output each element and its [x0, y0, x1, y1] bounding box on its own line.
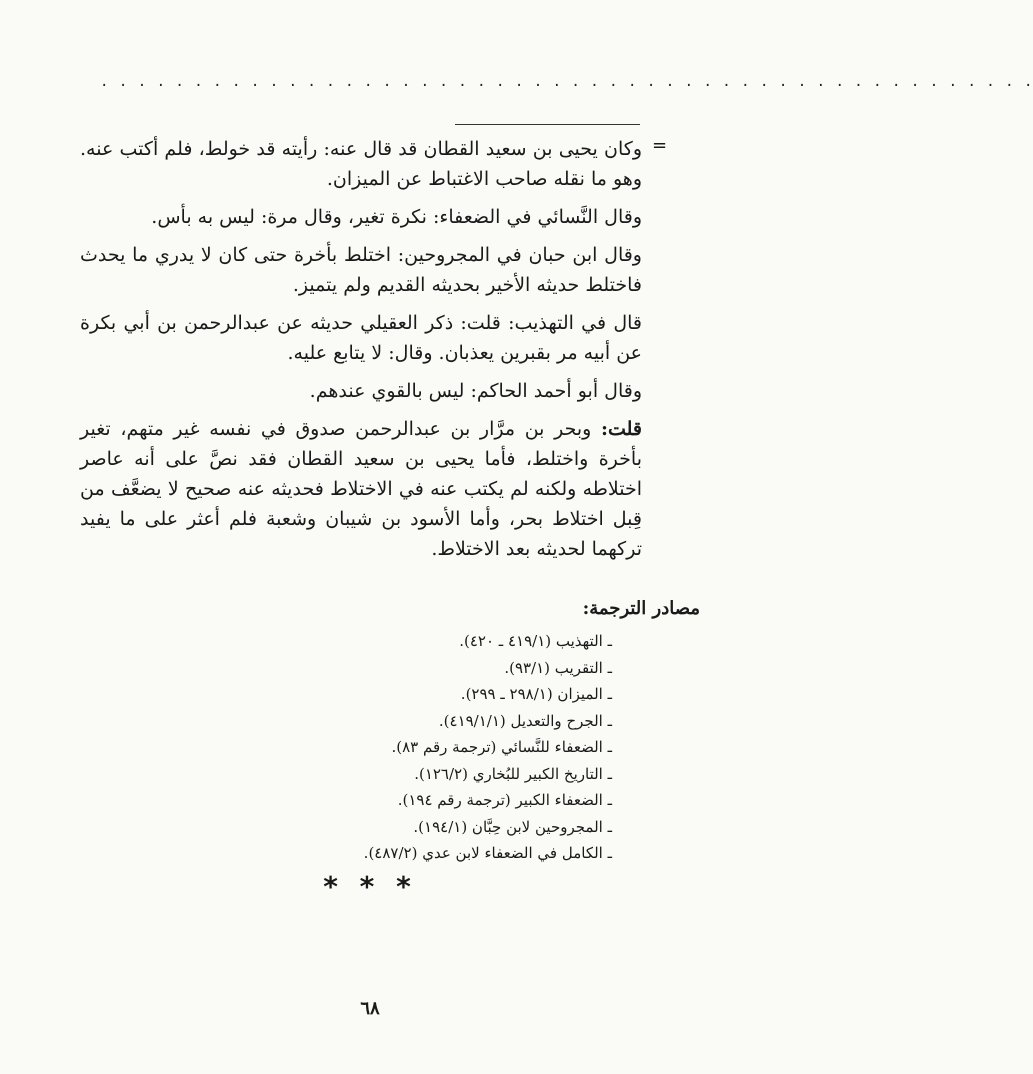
paragraph: [80, 376, 642, 406]
body-text: [80, 134, 642, 572]
paragraph: [80, 308, 642, 368]
section-end-asterisks: * * *: [323, 870, 417, 903]
source-item: ـ التهذيب (٤١٩/١ ـ ٤٢٠).: [459, 632, 612, 650]
paragraph-text: وقال أبو أحمد الحاكم: ليس بالقوي عندهم.: [309, 380, 642, 402]
paragraph-lead: قلت:: [600, 418, 642, 440]
source-item: ـ الضعفاء الكبير (ترجمة رقم ١٩٤).: [397, 791, 612, 809]
source-item: ـ الجرح والتعديل (٤١٩/١/١).: [438, 711, 612, 730]
paragraph: [80, 240, 642, 300]
paragraph-text: وكان يحيى بن سعيد القطان قد قال عنه: رأيته قد خولط، فلم أكتب عنه. وهو ما نقله صاحب الاغتباط عن الميزان.: [80, 138, 642, 190]
paragraph: [80, 414, 642, 564]
page-number: ٦٨: [360, 998, 380, 1019]
paragraph: [80, 134, 642, 194]
dotted-separator: · · · · · · · · · · · · · · · · · · · · · · · · · · · · · · · · · · · · · · · · · · · · · · · · · ·: [100, 78, 1033, 94]
source-item: ـ الكامل في الضعفاء لابن عدي (٤٨٧/٢).: [363, 844, 612, 862]
footnote-rule: [455, 124, 640, 125]
paragraph: [80, 202, 642, 232]
source-item: ـ الضعفاء للنَّسائي (ترجمة رقم ٨٣).: [391, 738, 612, 756]
paragraph-text: وقال النَّسائي في الضعفاء: نكرة تغير، وقال مرة: ليس به بأس.: [151, 206, 642, 228]
paragraph-text: قال في التهذيب: قلت: ذكر العقيلي حديثه عن عبدالرحمن بن أبي بكرة عن أبيه مر بقبرين يعذبان. وقال: لا يتابع عليه.: [80, 312, 642, 364]
source-item: ـ التاريخ الكبير للبُخاري (١٢٦/٢).: [414, 764, 612, 783]
source-item: ـ التقريب (٩٣/١).: [504, 658, 612, 677]
sources-title: مصادر الترجمة:: [582, 598, 700, 619]
continuation-mark: =: [652, 135, 668, 156]
paragraph-text: وبحر بن مرَّار بن عبدالرحمن صدوق في نفسه غير متهم، تغير بأخرة واختلط، فأما يحيى بن سعيد القطان فقد نصَّ على أنه عاصر اختلاطه ولكنه لم يكتب عنه في الاختلاط فحديثه عنه صحيح لا يضعَّف من قِبل اختلاط بحر، وأما الأسود بن شيبان وشعبة فلم أعثر على ما يفيد تركهما لحديثه بعد الاختلاط.: [80, 418, 642, 560]
source-item: ـ المجروحين لابن حِبَّان (١٩٤/١).: [413, 817, 612, 836]
paragraph-text: وقال ابن حبان في المجروحين: اختلط بأخرة حتى كان لا يدري ما يحدث فاختلط حديثه الأخير بحديثه القديم ولم يتميز.: [80, 244, 642, 296]
sources-list: [300, 628, 612, 867]
source-item: ـ الميزان (٢٩٨/١ ـ ٢٩٩).: [460, 685, 612, 703]
